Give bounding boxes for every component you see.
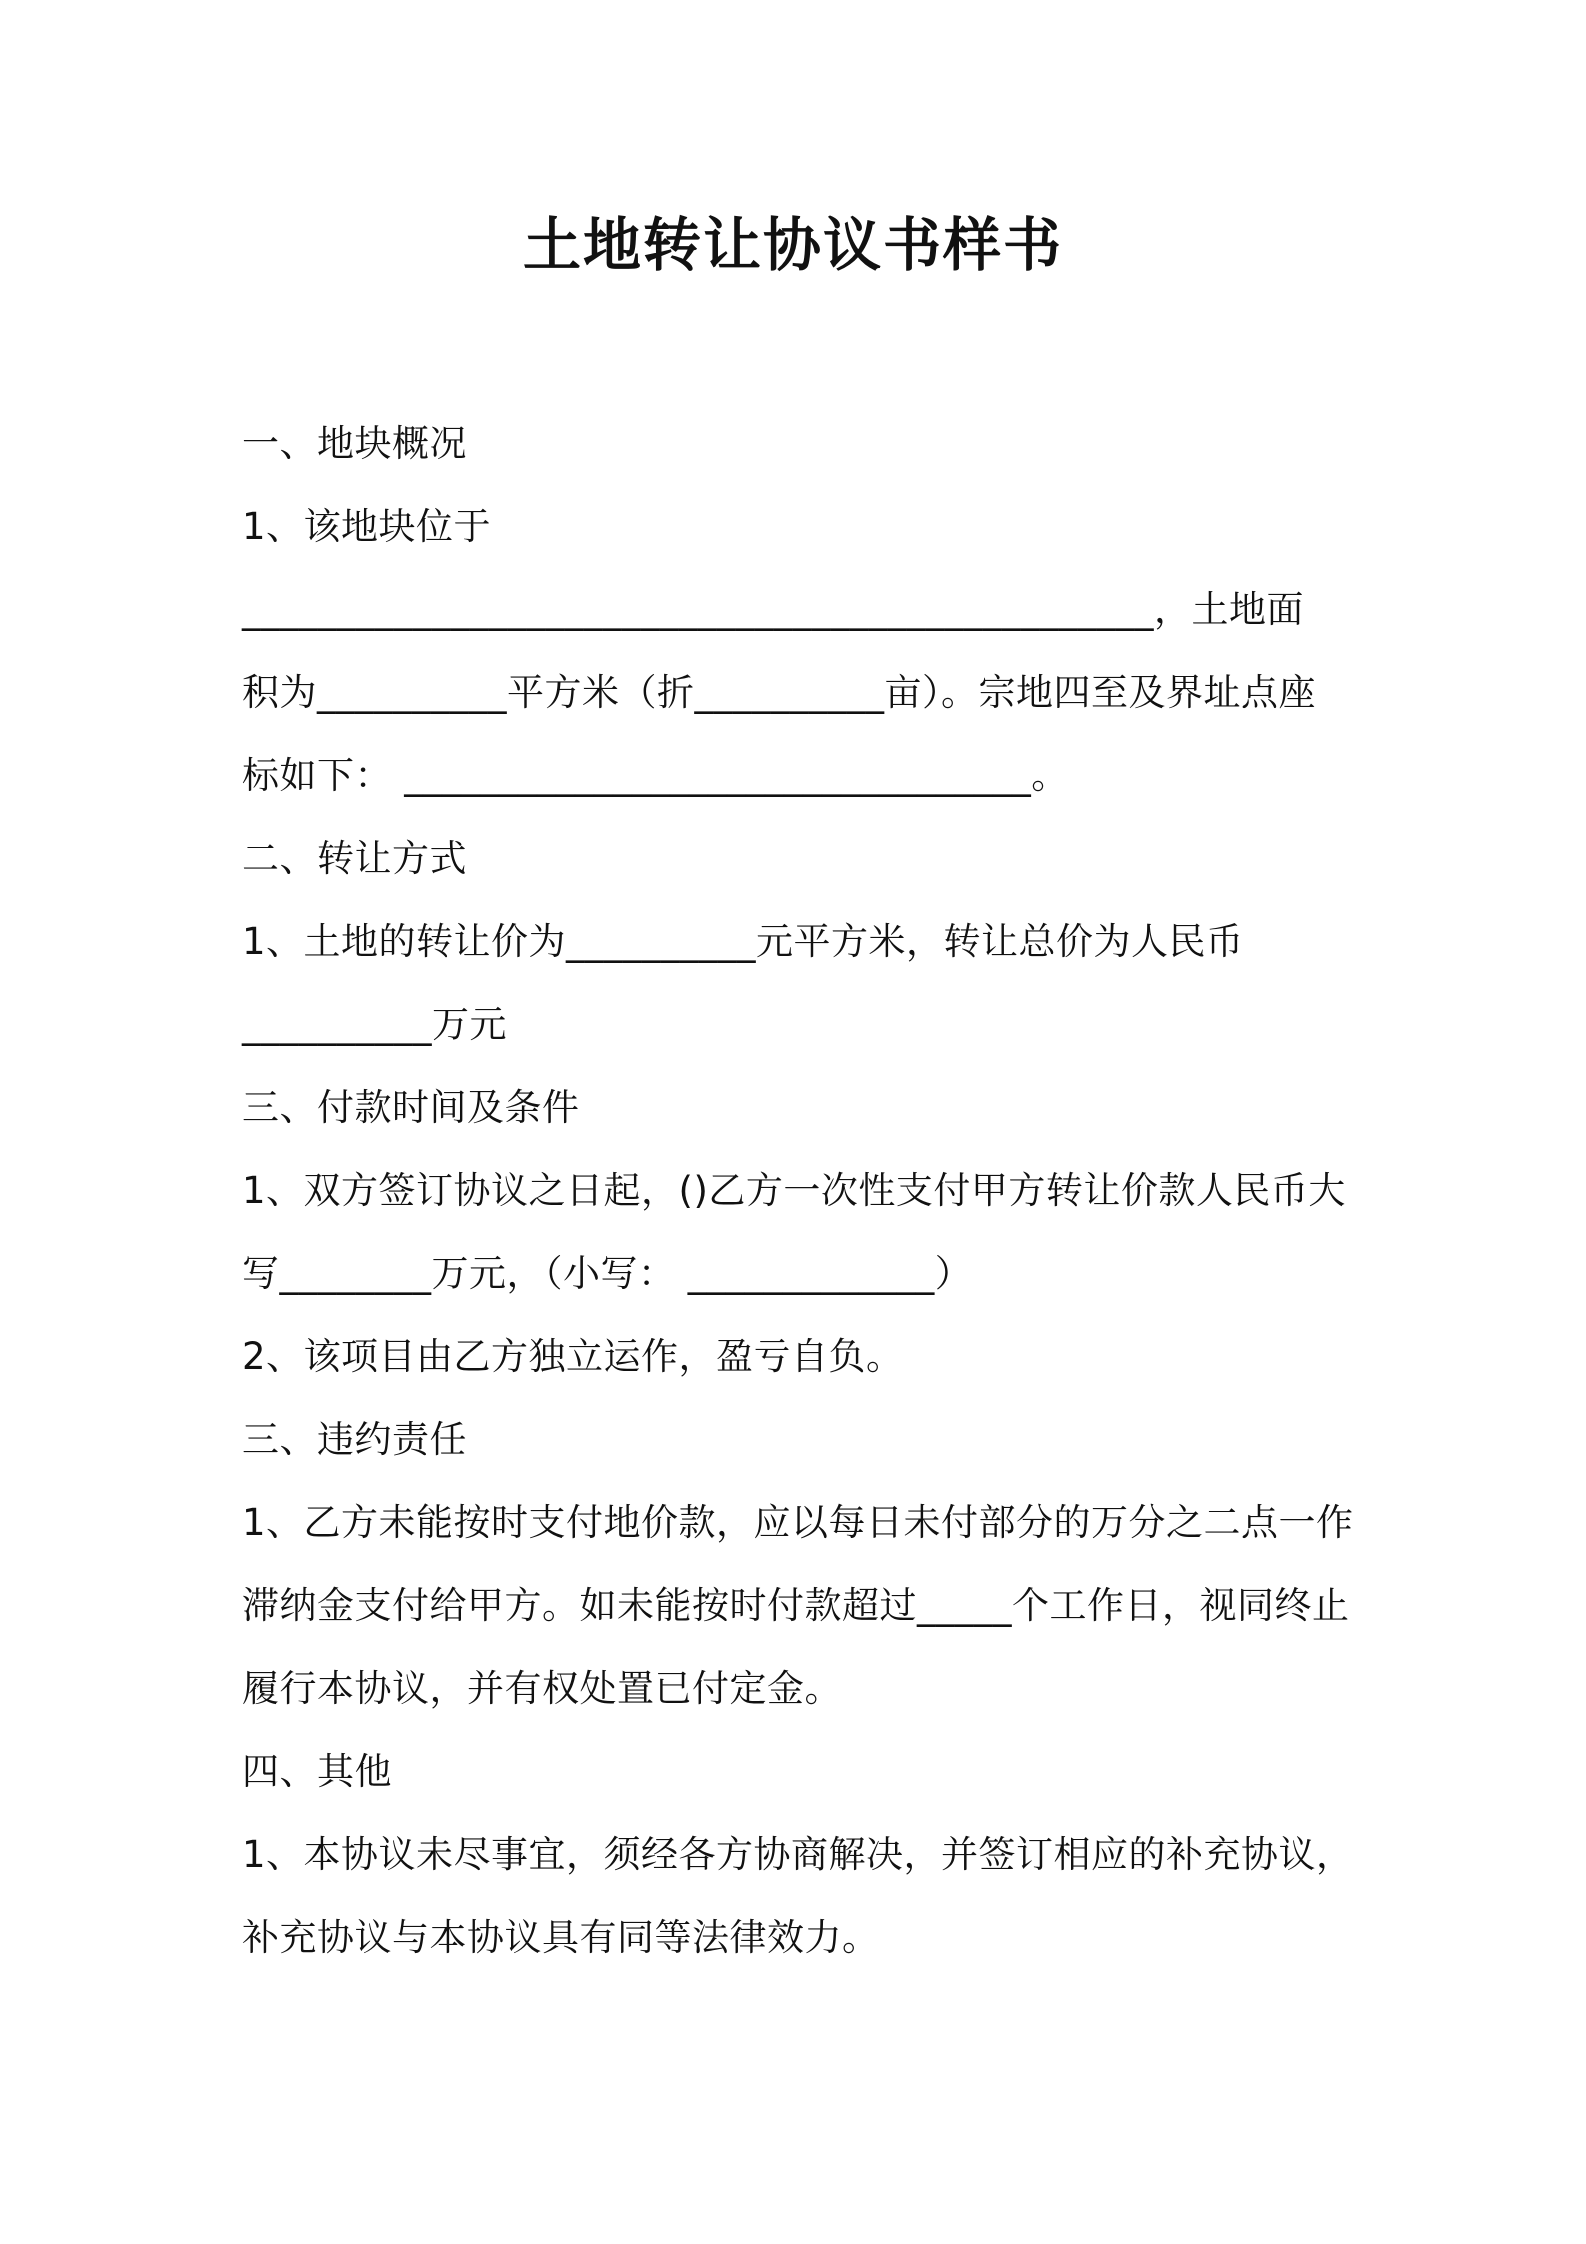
section-heading: 三、付款时间及条件 <box>242 1086 580 1129</box>
document-body <box>242 402 1362 1979</box>
paragraph-line: ________________________________________________，土地面 <box>242 588 1304 631</box>
paragraph-line: 1、双方签订协议之日起，()乙方一次性支付甲方转让价款人民币大 <box>242 1169 1346 1212</box>
section-heading: 四、其他 <box>242 1750 392 1793</box>
paragraph-line: __________万元 <box>242 1003 507 1046</box>
paragraph-line: 补充协议与本协议具有同等法律效力。 <box>242 1916 880 1959</box>
paragraph-line: 积为__________平方米（折__________亩）。宗地四至及界址点座 <box>242 671 1316 714</box>
paragraph-line: 1、本协议未尽事宜，须经各方协商解决，并签订相应的补充协议， <box>242 1833 1354 1876</box>
paragraph-line: 写________万元，（小写： _____________） <box>242 1252 973 1295</box>
paragraph-line: 2、该项目由乙方独立运作，盈亏自负。 <box>242 1335 904 1378</box>
paragraph-line: 1、乙方未能按时支付地价款，应以每日未付部分的万分之二点一作 <box>242 1501 1354 1544</box>
section-heading: 三、违约责任 <box>242 1418 467 1461</box>
section-heading: 二、转让方式 <box>242 837 467 880</box>
paragraph-line: 1、该地块位于 <box>242 505 492 548</box>
paragraph-line: 标如下： _________________________________。 <box>242 754 1069 797</box>
paragraph-line: 履行本协议，并有权处置已付定金。 <box>242 1667 842 1710</box>
paragraph-line: 滞纳金支付给甲方。如未能按时付款超过_____个工作日，视同终止 <box>242 1584 1350 1627</box>
document-title: 土地转让协议书样书 <box>522 211 1063 279</box>
section-heading: 一、地块概况 <box>242 422 467 465</box>
paragraph-line: 1、土地的转让价为__________元平方米，转让总价为人民币 <box>242 920 1244 963</box>
